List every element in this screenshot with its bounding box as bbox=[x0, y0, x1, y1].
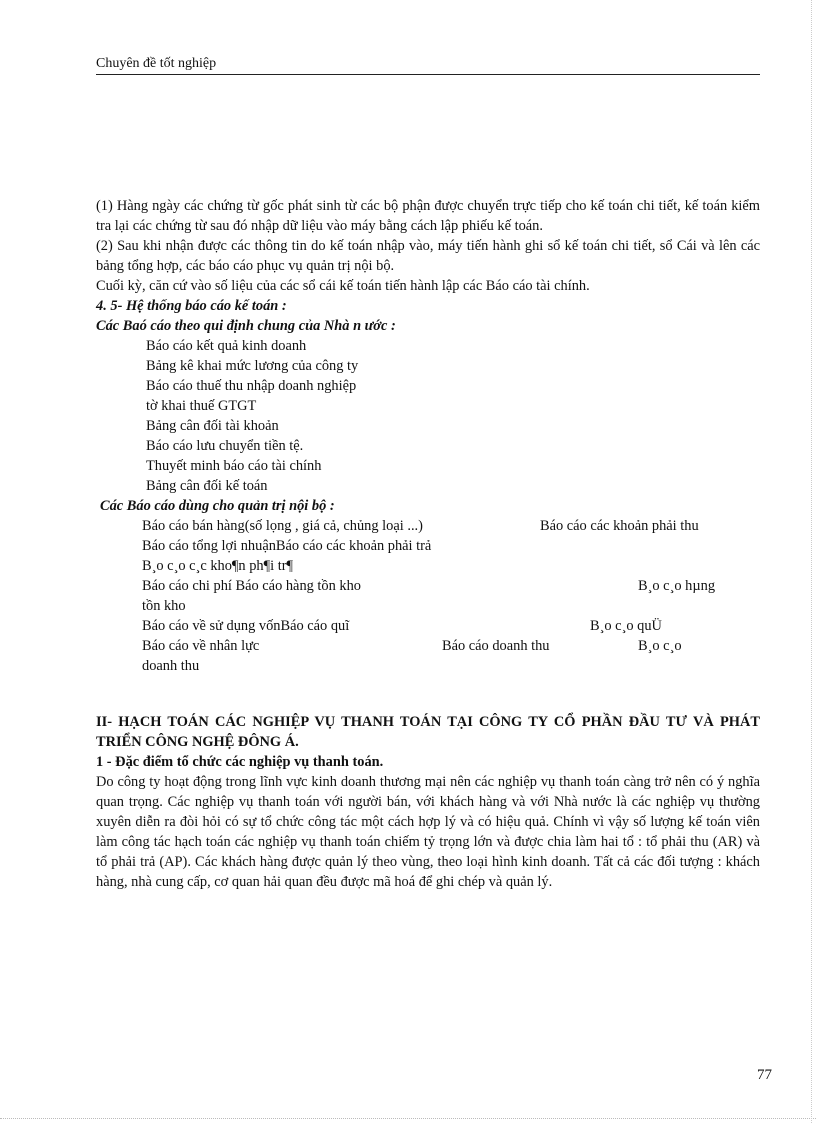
list-item: Báo cáo lưu chuyển tiền tệ. bbox=[146, 438, 304, 454]
section-heading-4-5: 4. 5- Hệ thống báo cáo kế toán : bbox=[96, 298, 287, 314]
list-row bbox=[142, 536, 760, 556]
list-item: Bảng cân đối kế toán bbox=[146, 478, 268, 494]
list-item: B¸o c¸o hµng bbox=[638, 578, 716, 594]
paragraph-payments: Do công ty hoạt động trong lĩnh vực kinh doanh thương mại nên các nghiệp vụ thanh toán càng trở nên có ý nghĩa quan trọng. Các nghiệp vụ thanh toán với người bán, với khách hàng và với Nhà nước là các nghiệp vụ thường xuyên diễn ra đòi hỏi có sự tổ chức công tác một cách hợp lý và có hiệu quả. Chính vì vậy số lượng kế toán viên làm công tác hạch toán các nghiệp vụ thanh toán chiếm tỷ trọng lớn và được chia làm hai tổ : tổ phải thu (AR) và tổ phải trả (AP). Các khách hàng được quản lý theo vùng, theo loại hình kinh doanh. Tất cả các đối tượng : khách hàng, nhà cung cấp, cơ quan hải quan đều được mã hoá để ghi chép và quản lý. bbox=[96, 774, 760, 890]
document-body bbox=[96, 196, 760, 892]
page-border-bottom bbox=[0, 1118, 816, 1119]
list-row bbox=[142, 596, 760, 616]
list-item: Báo cáo bán hàng(số lọng , giá cả, chủng loại ...) bbox=[142, 518, 423, 534]
list-item: tờ khai thuế GTGT bbox=[146, 398, 257, 414]
list-item: Báo cáo thuế thu nhập doanh nghiệp bbox=[146, 378, 357, 394]
state-reports-list bbox=[96, 336, 760, 496]
list-item: doanh thu bbox=[142, 658, 200, 674]
list-item: Báo cáo tổng lợi nhuậnBáo cáo các khoản phải trả bbox=[142, 538, 432, 554]
section-heading-ii: II- HẠCH TOÁN CÁC NGHIỆP VỤ THANH TOÁN TẠI CÔNG TY CỔ PHẦN ĐẦU TƯ VÀ PHÁT TRIỂN CÔNG NGHỆ ĐÔNG Á. bbox=[96, 714, 760, 750]
paragraph-2: (2) Sau khi nhận được các thông tin do kế toán nhập vào, máy tiến hành ghi sổ kế toán chi tiết, sổ Cái và lên các bảng tổng hợp, các báo cáo phục vụ quản trị nội bộ. bbox=[96, 238, 760, 274]
list-item: tồn kho bbox=[142, 598, 186, 614]
list-item: Báo cáo chi phí Báo cáo hàng tồn kho bbox=[142, 578, 362, 594]
header-title: Chuyên đề tốt nghiệp bbox=[96, 56, 217, 71]
page-border-right bbox=[811, 0, 812, 1123]
page-number: 77 bbox=[757, 1067, 772, 1083]
list-item: Thuyết minh báo cáo tài chính bbox=[146, 458, 322, 474]
list-item: Bảng kê khai mức lương của công ty bbox=[146, 358, 359, 374]
internal-reports-list bbox=[96, 516, 760, 676]
list-row bbox=[142, 636, 760, 656]
list-item: Báo cáo kết quả kinh doanh bbox=[146, 338, 307, 354]
page-header bbox=[96, 56, 760, 75]
subsection-heading-1: 1 - Đặc điểm tổ chức các nghiệp vụ thanh toán. bbox=[96, 754, 384, 770]
list-item: B¸o c¸o c¸c kho¶n ph¶i tr¶ bbox=[142, 558, 294, 574]
list-item: Bảng cân đối tài khoản bbox=[146, 418, 279, 434]
list-row bbox=[142, 656, 760, 676]
list-row bbox=[142, 576, 760, 596]
list-item: B¸o c¸o bbox=[638, 638, 682, 654]
paragraph-3: Cuối kỳ, căn cứ vào số liệu của các sổ cái kế toán tiến hành lập các Báo cáo tài chính. bbox=[96, 278, 590, 294]
paragraph-1: (1) Hàng ngày các chứng từ gốc phát sinh từ các bộ phận được chuyển trực tiếp cho kế toán chi tiết, kế toán kiểm tra lại các chứng từ sau đó nhập dữ liệu vào máy bằng cách lập phiếu kế toán. bbox=[96, 198, 760, 234]
list-item: B¸o c¸o quÜ bbox=[590, 618, 662, 634]
list-row bbox=[142, 616, 760, 636]
list-item: Báo cáo về sử dụng vốnBáo cáo quĩ bbox=[142, 618, 350, 634]
list-item: Báo cáo doanh thu bbox=[442, 638, 550, 654]
list-row bbox=[142, 516, 760, 536]
list-row bbox=[142, 556, 760, 576]
list-item: Báo cáo về nhân lực bbox=[142, 638, 260, 654]
list-item: Báo cáo các khoản phải thu bbox=[540, 518, 699, 534]
internal-reports-heading: Các Báo cáo dùng cho quản trị nội bộ : bbox=[100, 498, 335, 514]
state-reports-heading: Các Baó cáo theo qui định chung của Nhà n ước : bbox=[96, 318, 396, 334]
